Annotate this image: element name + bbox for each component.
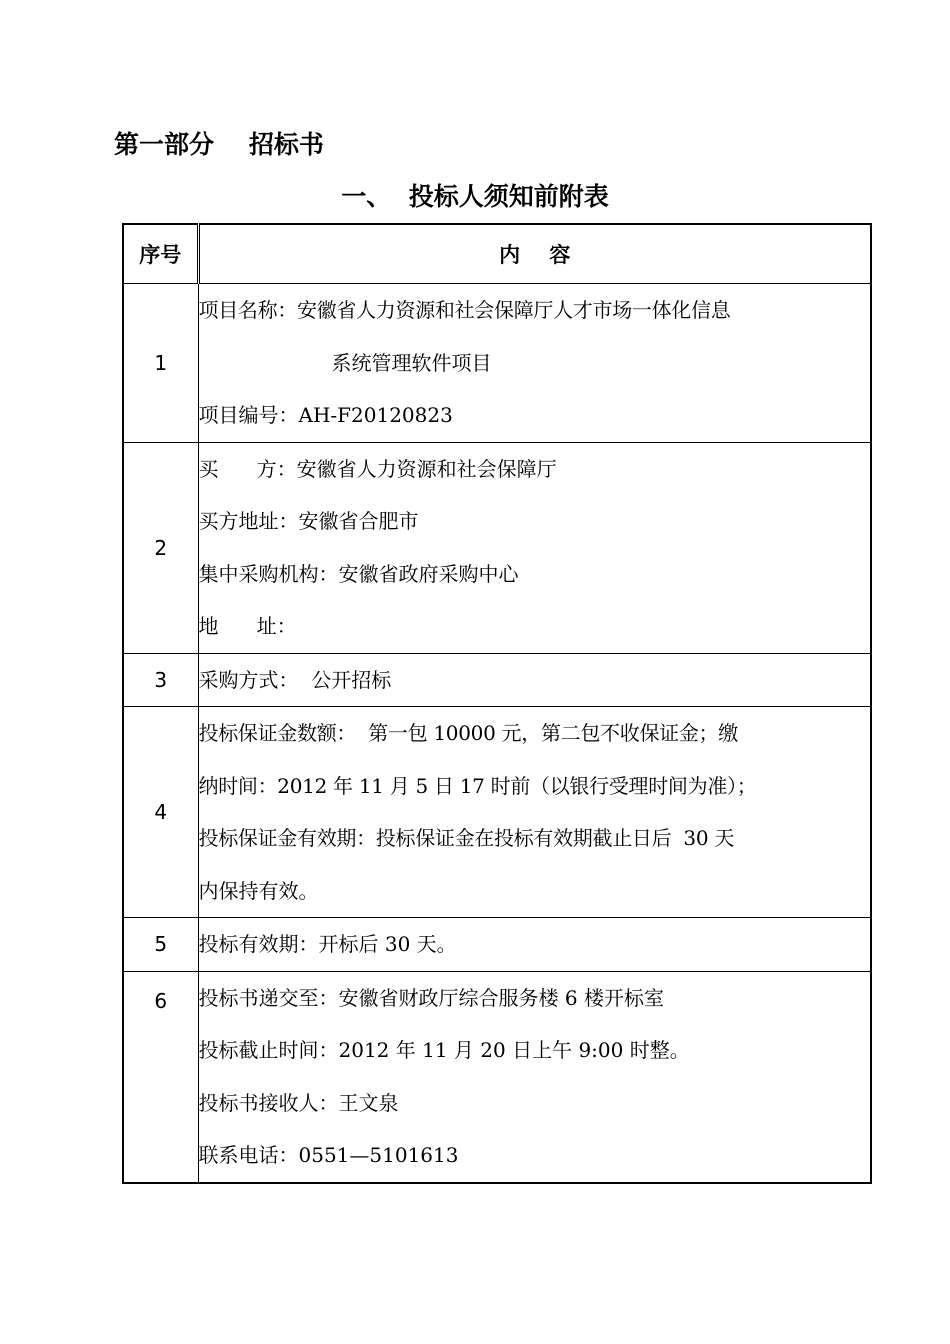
bid-validity-line: 投标有效期：开标后 30 天。: [198, 932, 457, 956]
table-row: [123, 707, 871, 918]
section-title: 一、 投标人须知前附表: [341, 182, 609, 211]
table-row: [123, 653, 871, 707]
table-row: [123, 971, 871, 1183]
bond-validity-continued-line: 内保持有效。: [198, 878, 319, 903]
bond-payment-time-line: 纳时间：2012 年 11 月 5 日 17 时前（以银行受理时间为准）；: [198, 773, 757, 798]
table-row: [123, 918, 871, 972]
table-row: [123, 442, 871, 653]
buyer-line: 买 方：安徽省人力资源和社会保障厅: [198, 456, 557, 481]
row-number: 3: [123, 653, 198, 707]
buyer-address-line: 买方地址：安徽省合肥市: [198, 509, 419, 533]
row-content: [198, 284, 871, 443]
project-number-line: 项目编号：AH-F20120823: [198, 403, 453, 427]
receiver-line: 投标书接收人：王文泉: [198, 1090, 399, 1115]
row-content: [198, 918, 871, 972]
header-no: 序号: [123, 224, 198, 284]
row-number: 4: [123, 707, 198, 918]
submission-location-line: 投标书递交至：安徽省财政厅综合服务楼 6 楼开标室: [198, 985, 664, 1010]
bond-amount-line: 投标保证金数额： 第一包 10000 元，第二包不收保证金；缴: [198, 721, 738, 745]
project-name-line: 项目名称：安徽省人力资源和社会保障厅人才市场一体化信息: [198, 298, 731, 322]
procurement-agency-line: 集中采购机构：安徽省政府采购中心: [198, 561, 519, 586]
row-number: 2: [123, 442, 198, 653]
address-line: 地 址：: [198, 614, 297, 638]
bond-validity-line: 投标保证金有效期：投标保证金在投标有效期截止日后 30 天: [198, 826, 735, 850]
table-row: [123, 284, 871, 443]
procurement-method-line: 采购方式： 公开招标: [198, 667, 392, 692]
deadline-line: 投标截止时间：2012 年 11 月 20 日上午 9:00 时整。: [198, 1038, 690, 1062]
row-content: [198, 971, 871, 1183]
bidder-instructions-table: [122, 223, 872, 1184]
part-title: 第一部分 招标书: [114, 130, 324, 159]
project-name-continued-line: 系统管理软件项目: [331, 350, 492, 375]
row-number: 6: [123, 971, 198, 1183]
row-content: [198, 707, 871, 918]
table-header-row: [123, 224, 871, 284]
contact-phone-line: 联系电话：0551—5101613: [198, 1143, 459, 1167]
row-number: 1: [123, 284, 198, 443]
row-content: [198, 653, 871, 707]
header-content: 内 容: [198, 224, 871, 284]
row-number: 5: [123, 918, 198, 972]
row-content: [198, 442, 871, 653]
